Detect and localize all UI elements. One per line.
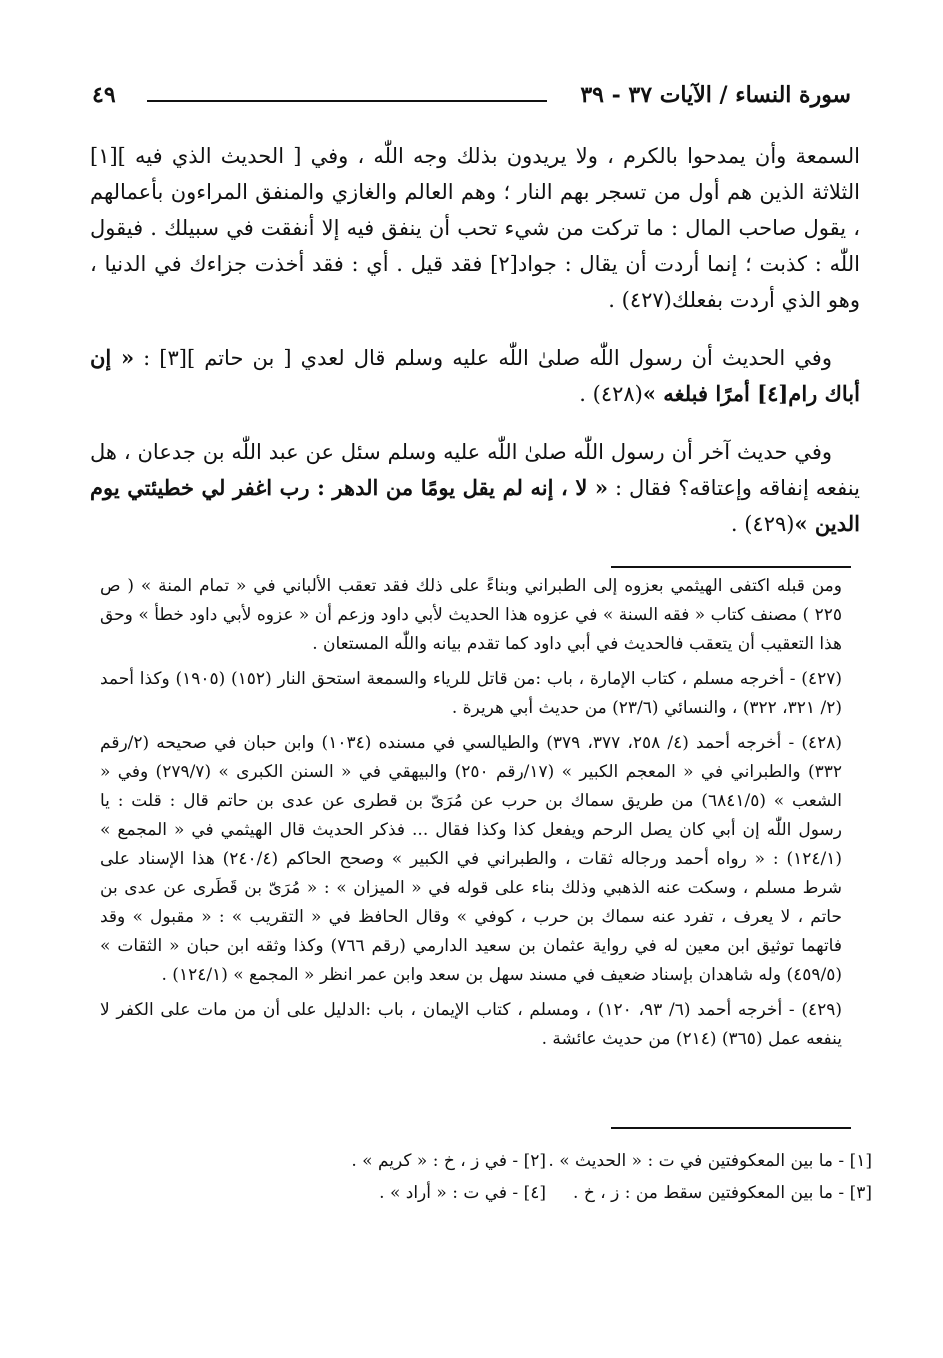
variants-row-1 <box>220 1145 872 1177</box>
hadith-quote-1: « إن أباك رام[٤] أمرًا فبلغه » <box>90 345 860 406</box>
variants-divider <box>611 1127 851 1129</box>
footnote-429: (٤٢٩) - أخرجه أحمد (٦/ ٩٣، ١٢٠) ، ومسلم ، كتاب الإيمان ، باب :الدليل على أن من مات على الكفر لا ينفعه عمل (٣٦٥) (٢١٤) من حديث عائشة . <box>100 1000 843 1049</box>
variant-4: [٤] - في ت : « أراد » . <box>379 1183 546 1203</box>
footnote-ref-429: (٤٢٩) . <box>730 512 795 536</box>
footnote-continued: ومن قبله اكتفى الهيثمي بعزوه إلى الطبراني وبناءً على ذلك فقد تعقب الألباني في « تمام المنة » ( ص ٢٢٥ ) مصنف كتاب « فقه السنة » في عزوه هذا الحديث لأبي داود وزعم أن « عزوه لأبي داود خطأ » وحق هذا التعقيب أن يتعقب فالحديث في أبي داود كما تقدم بيانه واللّٰه المستعان . <box>100 576 842 654</box>
footnote-428: (٤٢٨) - أخرجه أحمد (٤/ ٢٥٨، ٣٧٧، ٣٧٩) والطيالسي في مسنده (١٠٣٤) وابن حبان في صحيحه (٢/رقم ٣٣٢) والطبراني في « المعجم الكبير » (١٧/رقم ٢٥٠) والبيهقي في « السنن الكبرى » (٢٧٩/٧) وفي « الشعب » (٦٨٤١/٥) من طريق سماك بن حرب عن مُرَىّ بن قطرى عن عدى بن حاتم قال : قلت : يا رسول اللّٰه إن أبي كان يصل الرحم ويفعل كذا وكذا فقال ... فذكر الحديث قال الهيثمي في « المجمع » (١٢٤/١) : « رواه أحمد ورجاله ثقات ، والطبراني في الكبير » وصحح الحاكم (٢٤٠/٤) هذا الإسناد على شرط مسلم ، وسكت عنه الذهبي وذلك بناء على قوله في « الميزان » : « مُرَىّ بن قَطَرى عن عدى بن حاتم ، لا يعرف ، تفرد عنه سماك بن حرب ، كوفي » وقال الحافظ في « التقريب » : « مقبول » وقد فاتهما توثيق ابن معين له في رواية عثمان بن سعيد الدارمي (رقم ٧٦٦) وكذا وثقه ابن حبان « الثقات » (٤٥٩/٥) وله شاهدان بإسناد ضعيف في مسند سهل بن سعد وابن عمر انظر « المجمع » (١٢٤/١) . <box>100 733 843 985</box>
variant-1: [١] - ما بين المعكوفتين في ت : « الحديث » . <box>548 1151 872 1171</box>
footnote-divider <box>611 566 851 568</box>
variant-2: [٢] - في ز ، خ : « كريم » . <box>351 1151 546 1171</box>
footnote-427: (٤٢٧) - أخرجه مسلم ، كتاب الإمارة ، باب :من قاتل للرياء والسمعة استحق النار (١٥٢) (١٩٠٥) وكذا أحمد (٢/ ٣٢١، ٣٢٢) ، والنسائي (٢٣/٦) من حديث أبي هريرة . <box>100 669 842 718</box>
page-number: ٤٩ <box>92 82 116 108</box>
manuscript-variants <box>220 1145 872 1209</box>
footnotes <box>100 572 842 1060</box>
paragraph-2 <box>90 340 860 412</box>
footnote-ref-428: (٤٢٨) . <box>579 382 643 406</box>
paragraph-3 <box>90 434 860 542</box>
main-text <box>90 138 860 564</box>
header-rule <box>147 100 547 102</box>
paragraph-3-text: وفي حديث آخر أن رسول اللّٰه صلىٰ اللّٰه عليه وسلم سئل عن عبد اللّٰه بن جدعان ، هل ينفعه إنفاقه وإعتاقه؟ فقال : <box>90 440 860 500</box>
paragraph-2-text: وفي الحديث أن رسول اللّٰه صلىٰ اللّٰه عليه وسلم قال لعدي [ بن حاتم ][٣] : <box>134 346 832 370</box>
hadith-quote-2: « لا ، إنه لم يقل يومًا من الدهر : رب اغفر لي خطيئتي يوم الدين » <box>90 475 860 536</box>
variant-3: [٣] - ما بين المعكوفتين سقط من : ز ، خ . <box>573 1183 872 1203</box>
page-header <box>92 82 851 122</box>
variants-row-2 <box>220 1177 872 1209</box>
paragraph-1: السمعة وأن يمدحوا بالكرم ، ولا يريدون بذلك وجه اللّٰه ، وفي [ الحديث الذي فيه ][١] الثلاثة الذين هم أول من تسجر بهم النار ؛ وهم العالم والغازي والمنفق المراءون بأعمالهم ، يقول صاحب المال : ما تركت من شيء تحب أن ينفق فيه إلا أنفقت في سبيلك . فيقول اللّٰه : كذبت ؛ إنما أردت أن يقال : جواد[٢] فقد قيل . أي : فقد أخذت جزاءك في الدنيا ، وهو الذي أردت بفعلك(٤٢٧) . <box>90 144 860 312</box>
running-title: سورة النساء / الآيات ٣٧ - ٣٩ <box>580 82 851 108</box>
